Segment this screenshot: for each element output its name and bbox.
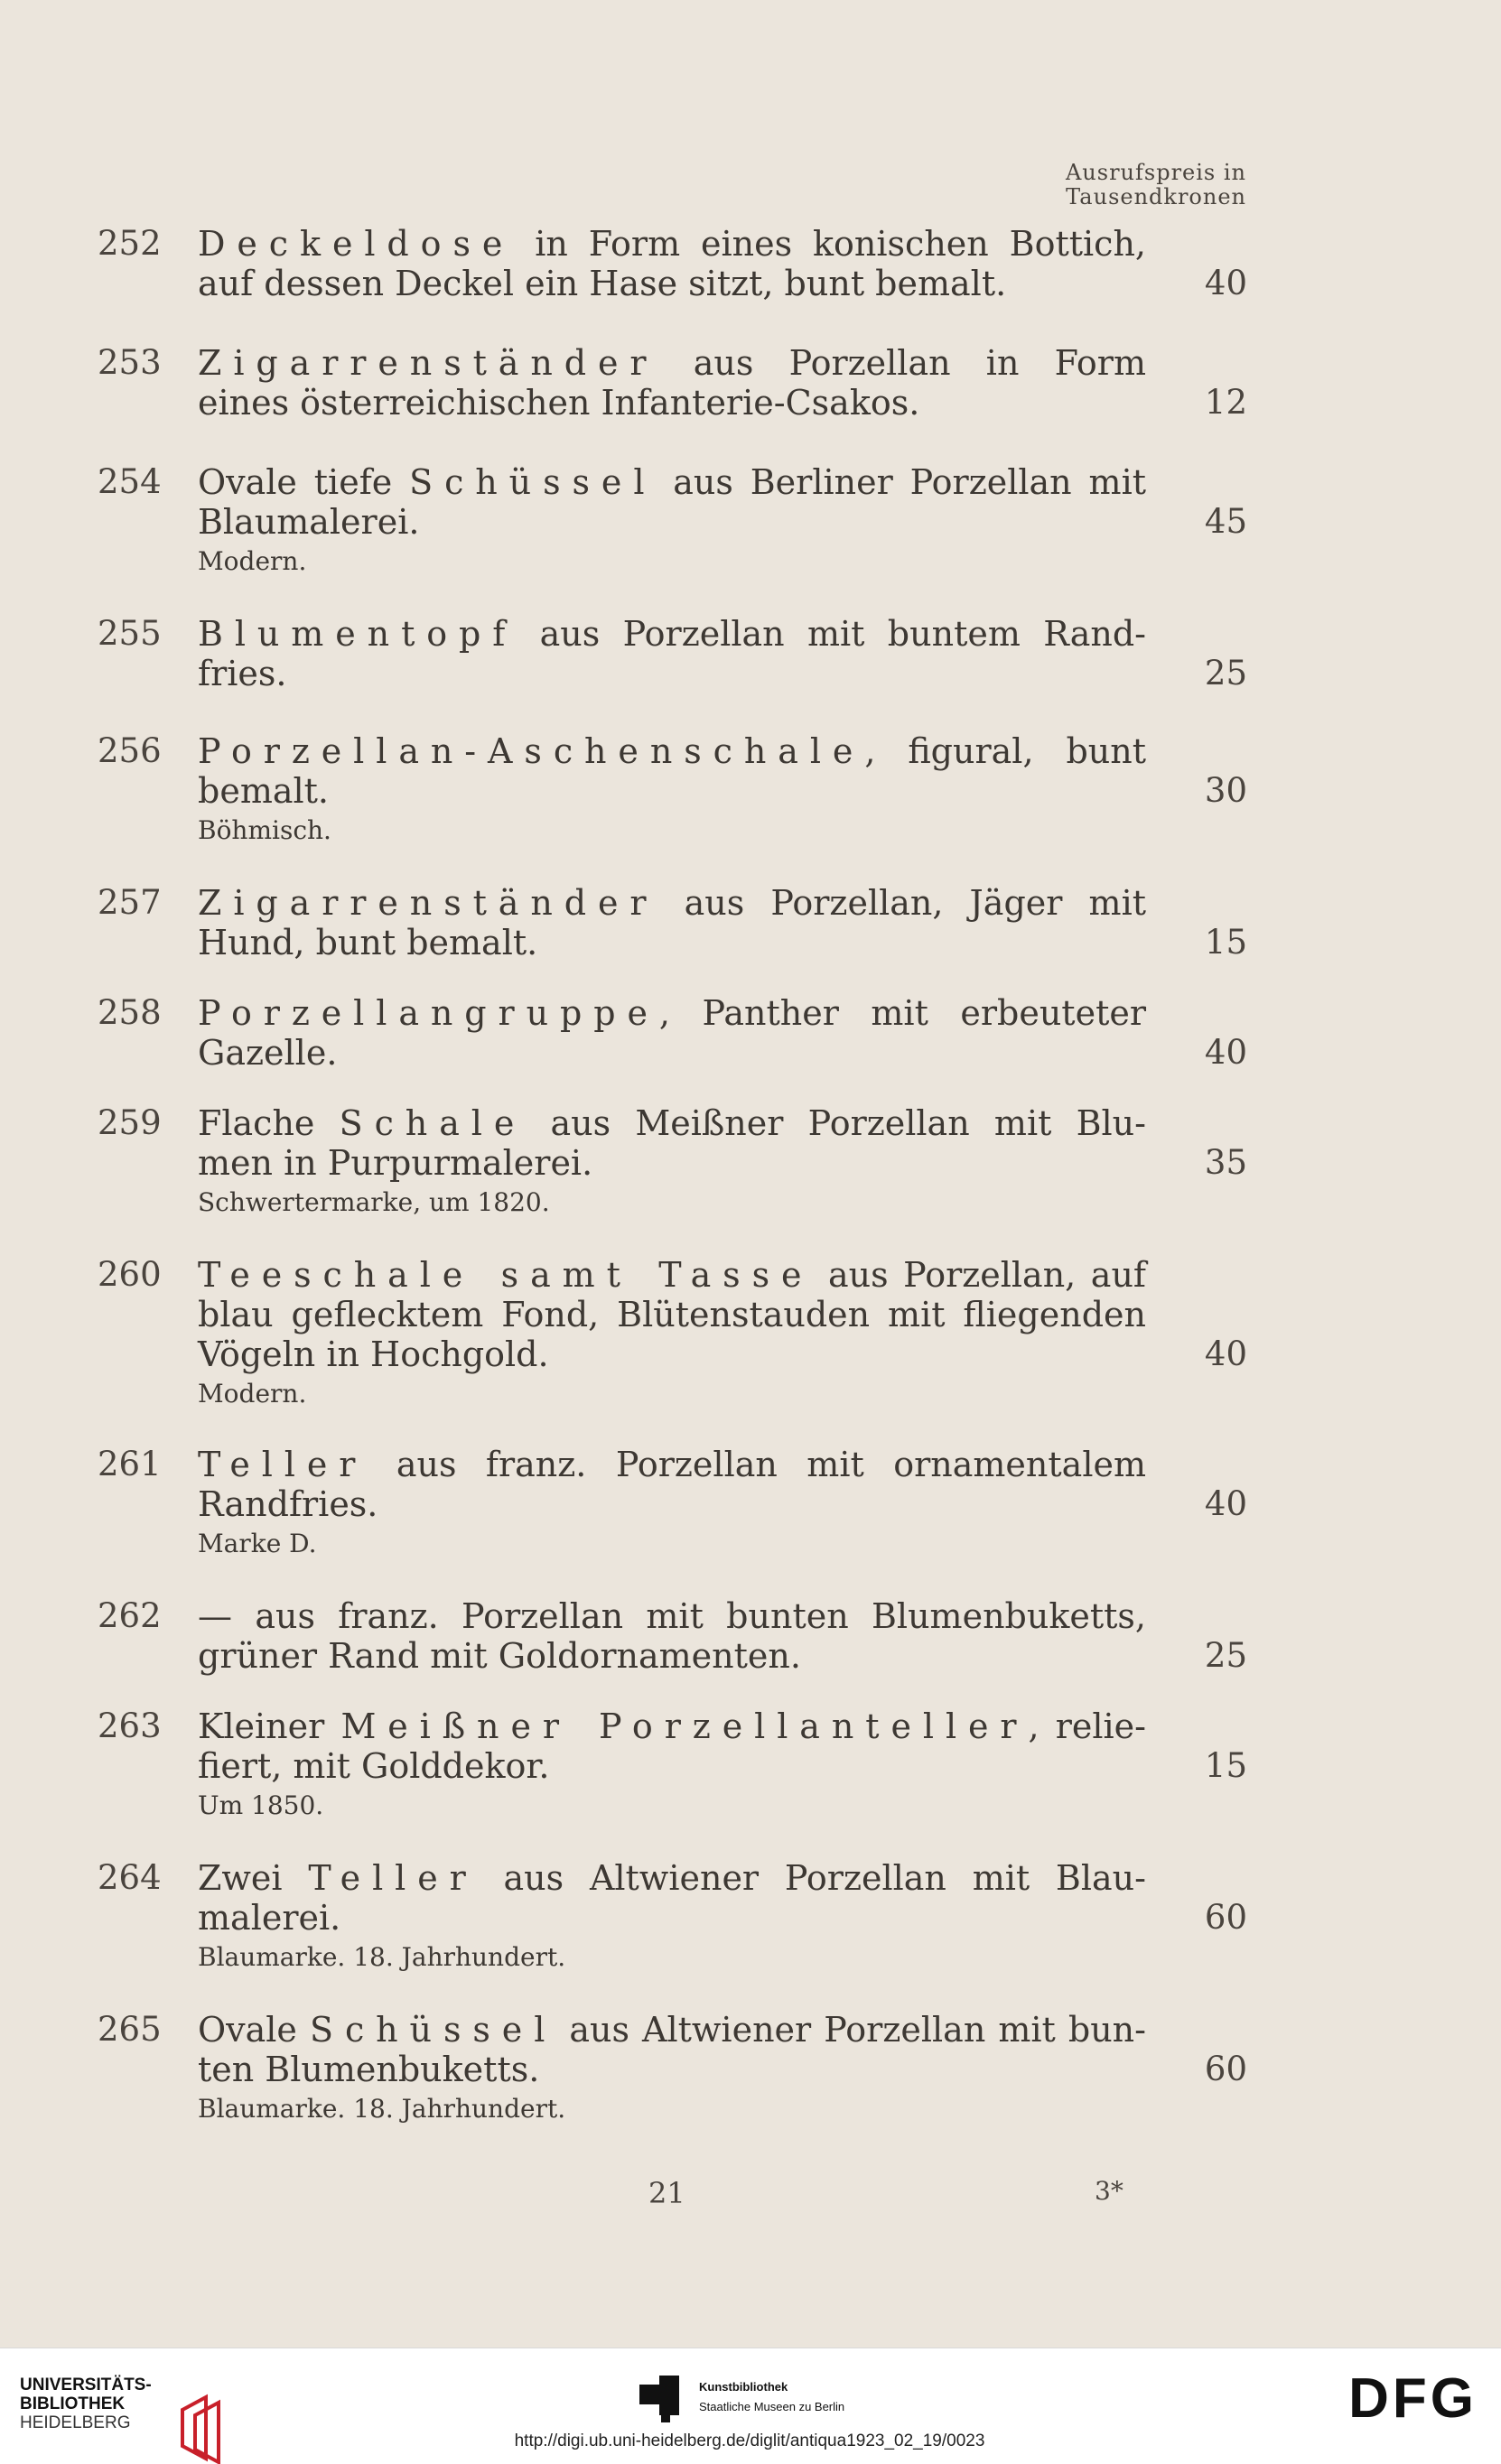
description-line xyxy=(198,2050,1146,2089)
lot-note: Modern. xyxy=(198,546,307,576)
description-text: aus Berliner Porzellan mit xyxy=(656,462,1146,502)
lot-number: 257 xyxy=(98,883,162,922)
lot-number: 259 xyxy=(98,1103,162,1142)
lot-price: 25 xyxy=(1204,1636,1247,1675)
description-line xyxy=(198,1898,1146,1938)
signature-mark: 3* xyxy=(1095,2176,1123,2206)
description-text: malerei. xyxy=(198,1898,341,1938)
lot-number: 254 xyxy=(98,462,162,501)
lot-description xyxy=(198,883,1146,962)
item-keyword: Porzellangruppe xyxy=(198,993,659,1033)
description-line xyxy=(198,1103,1146,1143)
item-keyword: Porzellan-Aschenschale xyxy=(198,731,865,771)
description-text: Vögeln in Hochgold. xyxy=(198,1334,549,1374)
description-text: Randfries. xyxy=(198,1484,378,1524)
description-text: , relie- xyxy=(1028,1706,1146,1746)
description-text: ten Blumenbuketts. xyxy=(198,2050,540,2089)
lot-note: Marke D. xyxy=(198,1529,317,1558)
description-text: Ovale xyxy=(198,2010,310,2050)
description-line xyxy=(198,771,1146,811)
kunstbibliothek-logo[interactable] xyxy=(639,2376,845,2426)
description-text: men in Purpurmalerei. xyxy=(198,1143,593,1183)
description-text: grüner Rand mit Goldornamenten. xyxy=(198,1636,801,1676)
description-line xyxy=(198,731,1146,771)
description-line xyxy=(198,1858,1146,1898)
lot-description xyxy=(198,1255,1146,1414)
lot-price: 15 xyxy=(1204,923,1247,962)
description-text: auf dessen Deckel ein Hase sitzt, bunt bemalt. xyxy=(198,264,1007,303)
lot-note: Böhmisch. xyxy=(198,815,331,845)
lot-price: 40 xyxy=(1204,1033,1247,1072)
ub-line-2: BIBLIOTHEK xyxy=(20,2394,126,2413)
description-line xyxy=(198,1445,1146,1484)
description-line xyxy=(198,264,1146,303)
lot-description xyxy=(198,462,1146,581)
description-text: aus Porzellan, Jäger mit xyxy=(657,883,1146,923)
description-line xyxy=(198,1143,1146,1183)
description-text: aus Porzellan mit buntem Rand- xyxy=(517,614,1146,654)
dfg-logo[interactable]: DFG xyxy=(1348,2367,1478,2430)
description-text: eines österreichischen Infanterie-Csakos. xyxy=(198,383,920,423)
lot-price: 60 xyxy=(1204,2050,1247,2088)
item-keyword: Schüssel xyxy=(409,462,657,502)
ub-heidelberg-logo[interactable] xyxy=(20,2376,152,2432)
price-header-line-1: Ausrufspreis in xyxy=(1065,160,1246,185)
description-text: bemalt. xyxy=(198,771,330,811)
description-line xyxy=(198,1033,1146,1073)
description-line xyxy=(198,224,1146,264)
item-keyword: Deckeldose xyxy=(198,224,515,264)
description-line xyxy=(198,993,1146,1033)
description-line xyxy=(198,1295,1146,1334)
lot-description xyxy=(198,1596,1146,1676)
item-keyword: Meißner Porzellanteller xyxy=(340,1706,1029,1746)
lot-price: 25 xyxy=(1204,654,1247,693)
lot-number: 263 xyxy=(98,1706,162,1745)
lot-price: 35 xyxy=(1204,1143,1247,1182)
description-line xyxy=(198,614,1146,654)
description-text: — aus franz. Porzellan mit bunten Blumenbuketts, xyxy=(198,1596,1146,1636)
lot-number: 265 xyxy=(98,2010,162,2049)
description-line xyxy=(198,462,1146,502)
description-text: in Form eines konischen Bottich, xyxy=(514,224,1146,264)
lot-description xyxy=(198,343,1146,423)
description-line xyxy=(198,2010,1146,2050)
lot-price: 40 xyxy=(1204,1334,1247,1373)
lot-description xyxy=(198,993,1146,1073)
lot-number: 256 xyxy=(98,731,162,770)
description-text: Ovale tiefe xyxy=(198,462,410,502)
description-line xyxy=(198,1636,1146,1676)
lot-price: 40 xyxy=(1204,264,1247,302)
lot-number: 260 xyxy=(98,1255,162,1294)
lot-note: Blaumarke. 18. Jahrhundert. xyxy=(198,1942,566,1972)
lot-description xyxy=(198,2010,1146,2129)
item-keyword: Teeschale samt Tasse xyxy=(198,1255,814,1295)
lot-number: 262 xyxy=(98,1596,162,1635)
description-line xyxy=(198,1255,1146,1295)
lot-description xyxy=(198,1706,1146,1826)
item-keyword: Teller xyxy=(308,1858,478,1898)
lot-description xyxy=(198,1103,1146,1223)
description-text: Hund, bunt bemalt. xyxy=(198,923,538,962)
lot-note: Schwertermarke, um 1820. xyxy=(198,1187,550,1217)
lot-number: 252 xyxy=(98,224,162,263)
lot-number: 253 xyxy=(98,343,162,382)
description-line xyxy=(198,1484,1146,1524)
description-line xyxy=(198,1706,1146,1746)
lot-note: Um 1850. xyxy=(198,1790,324,1820)
ub-line-1: UNIVERSITÄTS- xyxy=(20,2376,152,2394)
description-text: Gazelle. xyxy=(198,1033,338,1073)
lot-number: 258 xyxy=(98,993,162,1032)
description-text: aus Altwiener Porzellan mit Blau- xyxy=(477,1858,1146,1898)
description-line xyxy=(198,883,1146,923)
description-text: Kleiner xyxy=(198,1706,341,1746)
description-text: aus Meißner Porzellan mit Blu- xyxy=(526,1103,1146,1143)
lot-description xyxy=(198,1858,1146,1977)
lot-price: 30 xyxy=(1204,771,1247,810)
lot-description xyxy=(198,224,1146,303)
ub-line-3: HEIDELBERG xyxy=(20,2413,131,2432)
lot-price: 12 xyxy=(1204,383,1247,422)
description-line xyxy=(198,383,1146,423)
description-line xyxy=(198,343,1146,383)
kunstbibliothek-icon xyxy=(639,2376,686,2422)
item-keyword: Schüssel xyxy=(310,2010,557,2050)
lot-price: 60 xyxy=(1204,1898,1247,1937)
description-text: Blaumalerei. xyxy=(198,502,420,542)
description-text: aus Altwiener Porzellan mit bun- xyxy=(556,2010,1146,2050)
description-text: aus Porzellan in Form xyxy=(657,343,1146,383)
lot-price: 45 xyxy=(1204,502,1247,541)
description-text: , Panther mit erbeuteter xyxy=(658,993,1146,1033)
kb-line-2: Staatliche Museen zu Berlin xyxy=(699,2400,845,2413)
description-text: aus franz. Porzellan mit ornamentalem xyxy=(367,1445,1146,1484)
item-keyword: Teller xyxy=(198,1445,368,1484)
description-text: fiert, mit Golddekor. xyxy=(198,1746,550,1786)
description-text: aus Porzellan, auf xyxy=(813,1255,1146,1295)
description-line xyxy=(198,1746,1146,1786)
item-keyword: Schale xyxy=(339,1103,527,1143)
item-keyword: Zigarrenständer xyxy=(198,883,658,923)
lot-price: 15 xyxy=(1204,1746,1247,1785)
description-text: Zwei xyxy=(198,1858,309,1898)
lot-number: 255 xyxy=(98,614,162,653)
description-line xyxy=(198,502,1146,542)
lot-number: 261 xyxy=(98,1445,162,1483)
lot-description xyxy=(198,1445,1146,1564)
description-text: blau geflecktem Fond, Blütenstauden mit fliegenden xyxy=(198,1295,1146,1334)
description-text: Flache xyxy=(198,1103,340,1143)
description-line xyxy=(198,923,1146,962)
ub-emblem-icon xyxy=(179,2392,229,2464)
lot-note: Modern. xyxy=(198,1379,307,1409)
lot-price: 40 xyxy=(1204,1484,1247,1523)
lot-description xyxy=(198,731,1146,851)
lot-note: Blaumarke. 18. Jahrhundert. xyxy=(198,2094,566,2124)
lot-number: 264 xyxy=(98,1858,162,1897)
item-keyword: Zigarrenständer xyxy=(198,343,658,383)
description-line xyxy=(198,1596,1146,1636)
page-url[interactable]: http://digi.ub.uni-heidelberg.de/diglit/antiqua1923_02_19/0023 xyxy=(514,2431,985,2450)
price-column-header xyxy=(1066,161,1246,209)
kb-line-1: Kunstbibliothek xyxy=(699,2380,788,2394)
description-line xyxy=(198,654,1146,693)
price-header-line-2: Tausendkronen xyxy=(1066,184,1246,209)
description-text: , figural, bunt xyxy=(864,731,1146,771)
lot-description xyxy=(198,614,1146,693)
description-text: fries. xyxy=(198,654,287,693)
page-number: 21 xyxy=(648,2176,685,2210)
description-line xyxy=(198,1334,1146,1374)
item-keyword: Blumentopf xyxy=(198,614,517,654)
